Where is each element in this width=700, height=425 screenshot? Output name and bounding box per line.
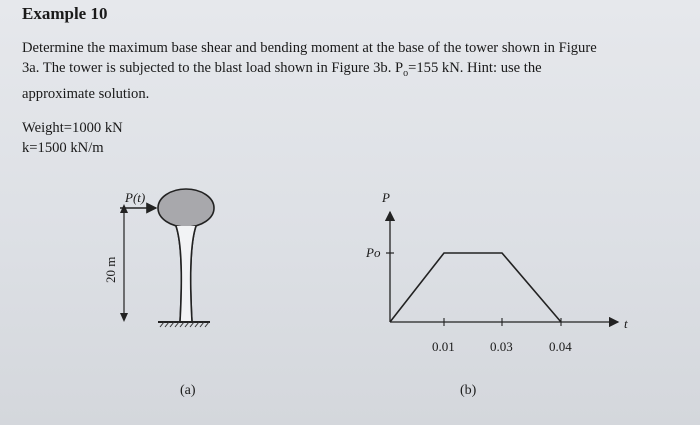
caption-a: (a) <box>180 383 196 398</box>
problem-line-1: Determine the maximum base shear and bending moment at the base of the tower shown in Figure <box>22 40 597 56</box>
stiffness-value: k=1500 kN/m <box>22 140 104 156</box>
load-curve <box>390 253 561 322</box>
tower-mass <box>158 189 214 227</box>
problem-line-2-post: =155 kN. Hint: use the <box>408 60 542 76</box>
load-history-figure <box>386 212 618 326</box>
example-heading: Example 10 <box>22 4 108 23</box>
tick-label-004: 0.04 <box>549 339 572 354</box>
p0-label: Po <box>366 245 381 260</box>
p0-subscript: o <box>403 67 409 79</box>
t-axis-label: t <box>624 316 628 331</box>
caption-b: (b) <box>460 383 477 398</box>
tick-label-003: 0.03 <box>490 339 513 354</box>
tower-figure <box>120 189 214 327</box>
weight-value: Weight=1000 kN <box>22 120 123 136</box>
load-label: P(t) <box>125 190 146 205</box>
problem-line-2-pre: 3a. The tower is subjected to the blast load shown in Figure 3b. P <box>22 60 404 76</box>
p-axis-label: P <box>382 190 390 205</box>
height-label: 20 m <box>103 256 118 283</box>
tick-label-001: 0.01 <box>432 339 455 354</box>
problem-line-3: approximate solution. <box>22 85 150 102</box>
